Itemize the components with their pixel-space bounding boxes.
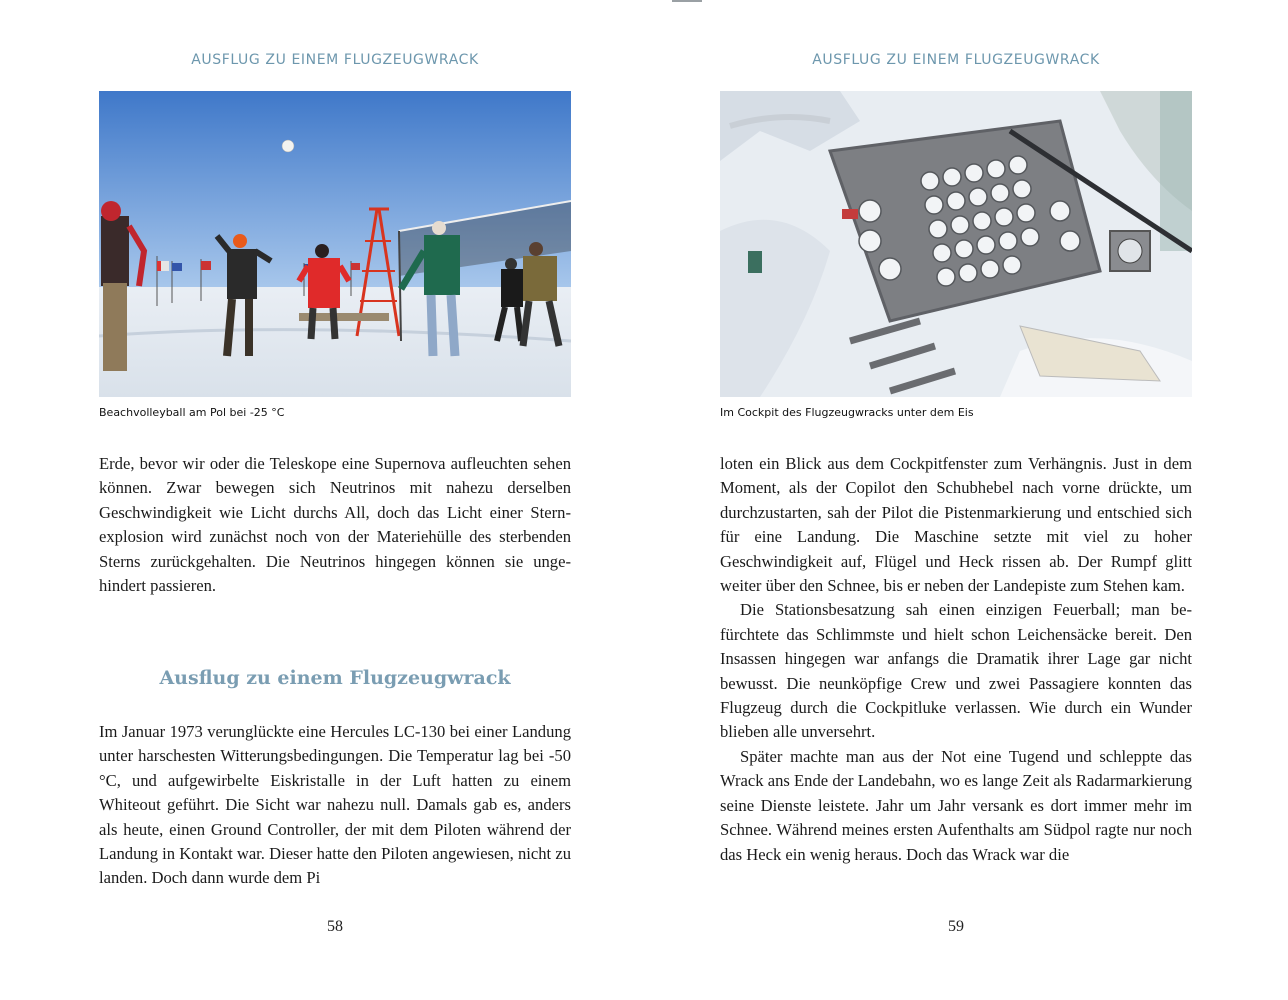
running-head: AUSFLUG ZU EINEM FLUGZEUGWRACK [191,52,479,68]
photo-beach-volleyball [99,91,571,397]
paragraph: Die Stationsbesatzung sah einen einzigen Feuerball; man befürchtete das Schlimmste und hielt schon Leichensäcke bereit. Den Insassen hingegen war anfangs die Dramatik ihrer Lage gar nicht bewusst. Die neunköpfige Crew und zwei Passagiere konnten das Flugzeug durch die Cockpitluke verlassen. Wie durch ein Wunder blieben alle unversehrt. [720,600,1192,742]
body-text [720,452,1192,867]
right-page [644,0,1288,1000]
paragraph: Im Januar 1973 verunglückte eine Hercules LC-130 bei einer Landung unter harschesten Witterungsbedingungen. Die Temperatur lag bei -50 °C, und aufgewirbelte Eiskristalle in der Luft hatten zu einem Whiteout geführt. Die Sicht war nahezu null. Damals gab es, anders als heute, einen Ground Controller, der mit dem Piloten während der Landung in Kontakt war. Dieser hatte den Piloten angewiesen, nicht zu landen. Doch dann wurde dem Pi [99,722,571,888]
page-number: 58 [327,918,343,935]
running-head: AUSFLUG ZU EINEM FLUGZEUGWRACK [812,52,1100,68]
paragraph: Später machte man aus der Not eine Tugend und schleppte das Wrack ans Ende der Landebahn, wo es lange Zeit als Radarmarkierung seine Dienste leistete. Jahr um Jahr versank es dort immer mehr im Schnee. Während meines ersten Aufenthalts am Südpol ragte nur noch das Heck ein wenig heraus. Doch das Wrack war die [720,746,1192,864]
photo-caption: Im Cockpit des Flugzeugwracks unter dem Eis [720,406,974,419]
paragraph: Erde, bevor wir oder die Teleskope eine Supernova aufleuchten sehen können. Zwar bewegen sich Neutrinos mit nahezu derselben Geschwindigkeit wie Licht durchs All, doch das Licht einer Sternexplosion wird zunächst noch von der Materiehülle des sterbenden Sterns zurückgehalten. Die Neutrinos hingegen können sie ungehindert passieren. [99,454,571,596]
body-text-top [99,452,571,598]
section-heading: Ausflug zu einem Flugzeugwrack [159,667,511,689]
paragraph: loten ein Blick aus dem Cockpitfenster zum Verhängnis. Just in dem Moment, als der Copilot den Schubhebel nach vorne drückte, um durchzustarten, sah der Pilot die Pistenmarkierung und entschied sich für eine Landung. Die Maschine setzte mit viel zu hoher Geschwindigkeit auf, Flügel und Heck rissen ab. Der Rumpf glitt weiter über den Schnee, bis er neben der Landepiste zum Stehen kam. [720,454,1192,596]
photo-cockpit-wreck [720,91,1192,397]
photo-caption: Beachvolleyball am Pol bei -25 °C [99,406,285,419]
page-number: 59 [948,918,964,935]
body-text-section [99,720,571,891]
